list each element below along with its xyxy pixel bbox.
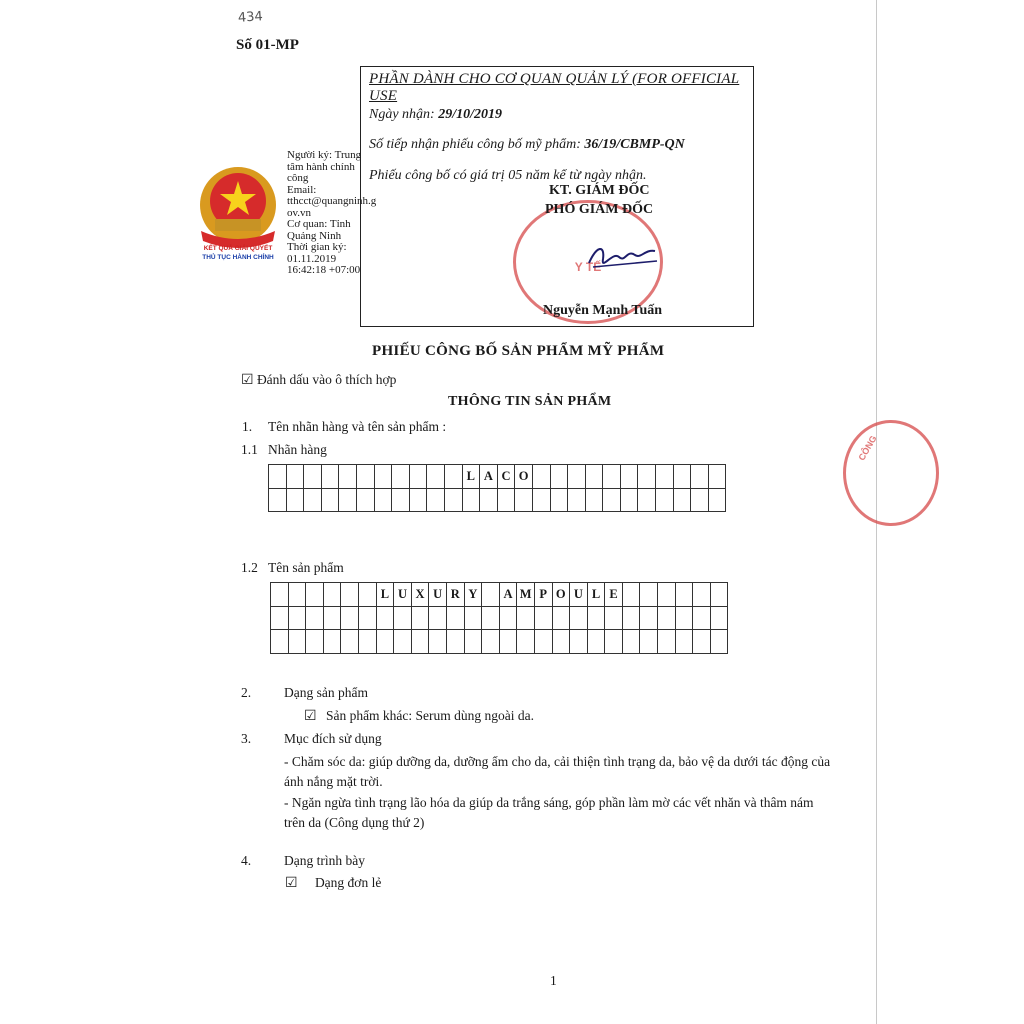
grid-cell [552,630,570,654]
item2-label: Dạng sản phẩm [284,685,368,700]
grid-cell: C [497,465,515,489]
page-number: 1 [550,973,557,988]
grid-cell: L [587,583,605,607]
time-label: Thời gian ký: [287,241,347,253]
grid-cell [464,630,482,654]
handwritten-number: 434 [237,9,264,26]
item4-label: Dạng trình bày [284,853,365,868]
grid-cell [288,606,306,630]
grid-cell [693,630,711,654]
item2-option [304,708,534,725]
receipt-no-value: 36/19/CBMP-QN [584,137,685,152]
grid-cell [640,606,658,630]
item4-num: 4. [241,853,252,868]
item4-option [285,875,381,892]
grid-cell [640,583,658,607]
grid-cell [321,488,339,512]
grid-cell [392,465,410,489]
grid-cell: E [605,583,623,607]
grid-row [271,606,728,630]
national-emblem [193,163,283,268]
grid-cell [288,630,306,654]
grid-cell [427,465,445,489]
grid-cell [482,583,500,607]
grid-cell [464,606,482,630]
grid-cell: A [480,465,498,489]
grid-cell [304,465,322,489]
grid-cell: R [446,583,464,607]
emblem-caption: THỦ TỤC HÀNH CHÍNH [202,254,274,261]
product-name-grid [270,582,728,654]
grid-cell [374,465,392,489]
grid-cell [306,583,324,607]
grid-row [271,583,728,607]
grid-cell [570,606,588,630]
grid-cell [638,465,656,489]
received-date-line [369,107,502,123]
grid-cell [622,583,640,607]
grid-cell [552,606,570,630]
grid-cell [376,630,394,654]
grid-cell [622,630,640,654]
document-title: PHIẾU CÔNG BỐ SẢN PHẨM MỸ PHẨM [372,343,665,359]
grid-cell [482,630,500,654]
grid-cell [532,465,550,489]
side-stamp [843,420,939,526]
sign-title-2: PHÓ GIÁM ĐỐC [545,202,654,217]
grid-cell: A [499,583,517,607]
grid-cell: U [394,583,412,607]
grid-cell [341,606,359,630]
grid-cell [622,606,640,630]
grid-cell [286,488,304,512]
received-label: Ngày nhận: [369,107,435,122]
grid-cell [341,630,359,654]
grid-cell [339,488,357,512]
grid-cell [323,606,341,630]
item3-label: Mục đích sử dụng [284,731,382,746]
grid-cell [691,465,709,489]
grid-cell [480,488,498,512]
grid-cell [570,630,588,654]
grid-cell [446,630,464,654]
checkbox-icon: ☑ [241,373,254,388]
grid-cell [640,630,658,654]
grid-cell [499,606,517,630]
grid-cell [444,465,462,489]
grid-cell [675,630,693,654]
grid-cell [269,488,287,512]
grid-cell [550,465,568,489]
grid-cell [271,630,289,654]
grid-cell [497,488,515,512]
sign-title-1: KT. GIÁM ĐỐC [549,183,650,198]
grid-cell [409,488,427,512]
grid-cell: U [429,583,447,607]
grid-cell [691,488,709,512]
grid-cell [517,606,535,630]
email-label: Email: [287,183,317,196]
grid-cell [394,606,412,630]
item1-2-label: Tên sản phẩm [268,560,344,575]
grid-cell: X [411,583,429,607]
grid-cell [269,465,287,489]
grid-cell [587,630,605,654]
grid-cell: M [517,583,535,607]
grid-cell [675,606,693,630]
checkbox-icon: ☑ [285,876,298,891]
signer-name: Nguyễn Mạnh Tuấn [543,303,663,318]
grid-cell [620,488,638,512]
grid-cell [534,606,552,630]
grid-cell [673,465,691,489]
purpose-line-2b: trên da (Công dụng thứ 2) [284,815,425,830]
agency-label: Cơ quan: [287,218,328,230]
received-value: 29/10/2019 [438,107,502,122]
grid-cell [376,606,394,630]
check-note-line [241,372,396,389]
grid-cell [392,488,410,512]
grid-cell [409,465,427,489]
grid-cell: L [462,465,480,489]
grid-row [271,630,728,654]
grid-cell [339,465,357,489]
grid-cell [710,606,728,630]
grid-cell [429,606,447,630]
grid-cell [658,606,676,630]
grid-cell [499,630,517,654]
grid-cell: L [376,583,394,607]
grid-cell [271,606,289,630]
grid-cell [605,606,623,630]
grid-cell [585,465,603,489]
agency-value: Tỉnh Quảng Ninh [287,218,351,242]
grid-cell [656,465,674,489]
grid-cell [323,630,341,654]
grid-cell [304,488,322,512]
grid-cell [532,488,550,512]
grid-cell [462,488,480,512]
purpose-line-1b: ánh nắng mặt trời. [284,774,383,789]
purpose-line-1a: - Chăm sóc da: giúp dưỡng da, dưỡng ẩm cho da, cải thiện tình trạng da, bảo vệ da dưới tác động của [284,754,831,769]
check-note: Đánh dấu vào ô thích hợp [256,372,397,387]
grid-cell [710,630,728,654]
item4-option-text: Dạng đơn lẻ [314,875,382,890]
item1-1-label: Nhãn hàng [268,442,327,457]
grid-cell [482,606,500,630]
item1-2-num: 1.2 [241,560,258,575]
grid-cell [708,488,726,512]
grid-cell [446,606,464,630]
grid-cell [358,630,376,654]
grid-cell [658,583,676,607]
grid-cell: O [552,583,570,607]
grid-cell: U [570,583,588,607]
grid-cell [693,583,711,607]
purpose-line-2a: - Ngăn ngừa tình trạng lão hóa da giúp da trắng sáng, góp phần làm mờ các vết nhăn và thâm nám [284,795,814,810]
side-stamp-text: CÔNG [856,433,879,463]
grid-cell [288,583,306,607]
grid-cell [708,465,726,489]
checkbox-icon: ☑ [304,709,317,724]
receipt-no-label: Số tiếp nhận phiếu công bố mỹ phẩm: [369,137,581,152]
grid-cell [675,583,693,607]
grid-cell [673,488,691,512]
section-title: THÔNG TIN SẢN PHẨM [448,394,612,409]
grid-cell [374,488,392,512]
grid-cell [394,630,412,654]
grid-cell [515,488,533,512]
official-use-header: PHẦN DÀNH CHO CƠ QUAN QUẢN LÝ (FOR OFFICIAL USE [369,71,740,104]
grid-cell [411,630,429,654]
grid-cell [286,465,304,489]
grid-cell [710,583,728,607]
grid-cell [411,606,429,630]
grid-cell [568,465,586,489]
validity-text: Phiếu công bố có giá trị 05 năm kể từ ngày nhận. [369,168,647,183]
grid-cell [341,583,359,607]
grid-cell [306,630,324,654]
grid-cell [658,630,676,654]
grid-cell [550,488,568,512]
grid-cell [585,488,603,512]
grid-cell [656,488,674,512]
grid-cell [444,488,462,512]
grid-cell [356,465,374,489]
email-value: tthcct@quangninh.gov.vn [287,195,377,219]
grid-cell [693,606,711,630]
grid-cell [429,630,447,654]
grid-cell: O [515,465,533,489]
item1-label: Tên nhãn hàng và tên sản phẩm : [268,419,447,434]
brand-name-grid [268,464,726,512]
grid-cell [323,583,341,607]
grid-cell [306,606,324,630]
grid-cell [603,488,621,512]
grid-cell [534,630,552,654]
grid-cell [358,583,376,607]
grid-cell: Y [464,583,482,607]
grid-cell [358,606,376,630]
signer-value: Trung tâm hành chính công [287,149,362,184]
stamp-text: Y TẾ [574,260,602,274]
grid-cell [321,465,339,489]
grid-cell [587,606,605,630]
grid-cell [605,630,623,654]
grid-cell [517,630,535,654]
grid-cell: P [534,583,552,607]
item3-num: 3. [241,731,252,746]
emblem-ribbon-text: KẾT QUẢ GIẢI QUYẾT [203,245,273,252]
grid-cell [568,488,586,512]
grid-cell [620,465,638,489]
grid-cell [271,583,289,607]
signer-label: Người ký: [287,149,333,161]
grid-cell [638,488,656,512]
official-use-box [360,66,754,327]
receipt-number-line [369,137,685,153]
form-number: Số 01-MP [236,37,299,53]
grid-row [269,465,726,489]
time-value: 01.11.2019 16:42:18 +07:00 [287,252,361,276]
item2-option-text: Sản phẩm khác: Serum dùng ngoài da. [325,708,535,723]
handwritten-signature [583,237,663,277]
grid-cell [427,488,445,512]
grid-row [269,488,726,512]
grid-cell [603,465,621,489]
item2-num: 2. [241,685,252,700]
grid-cell [356,488,374,512]
item1-1-num: 1.1 [241,442,258,457]
item1-num: 1. [242,419,253,434]
